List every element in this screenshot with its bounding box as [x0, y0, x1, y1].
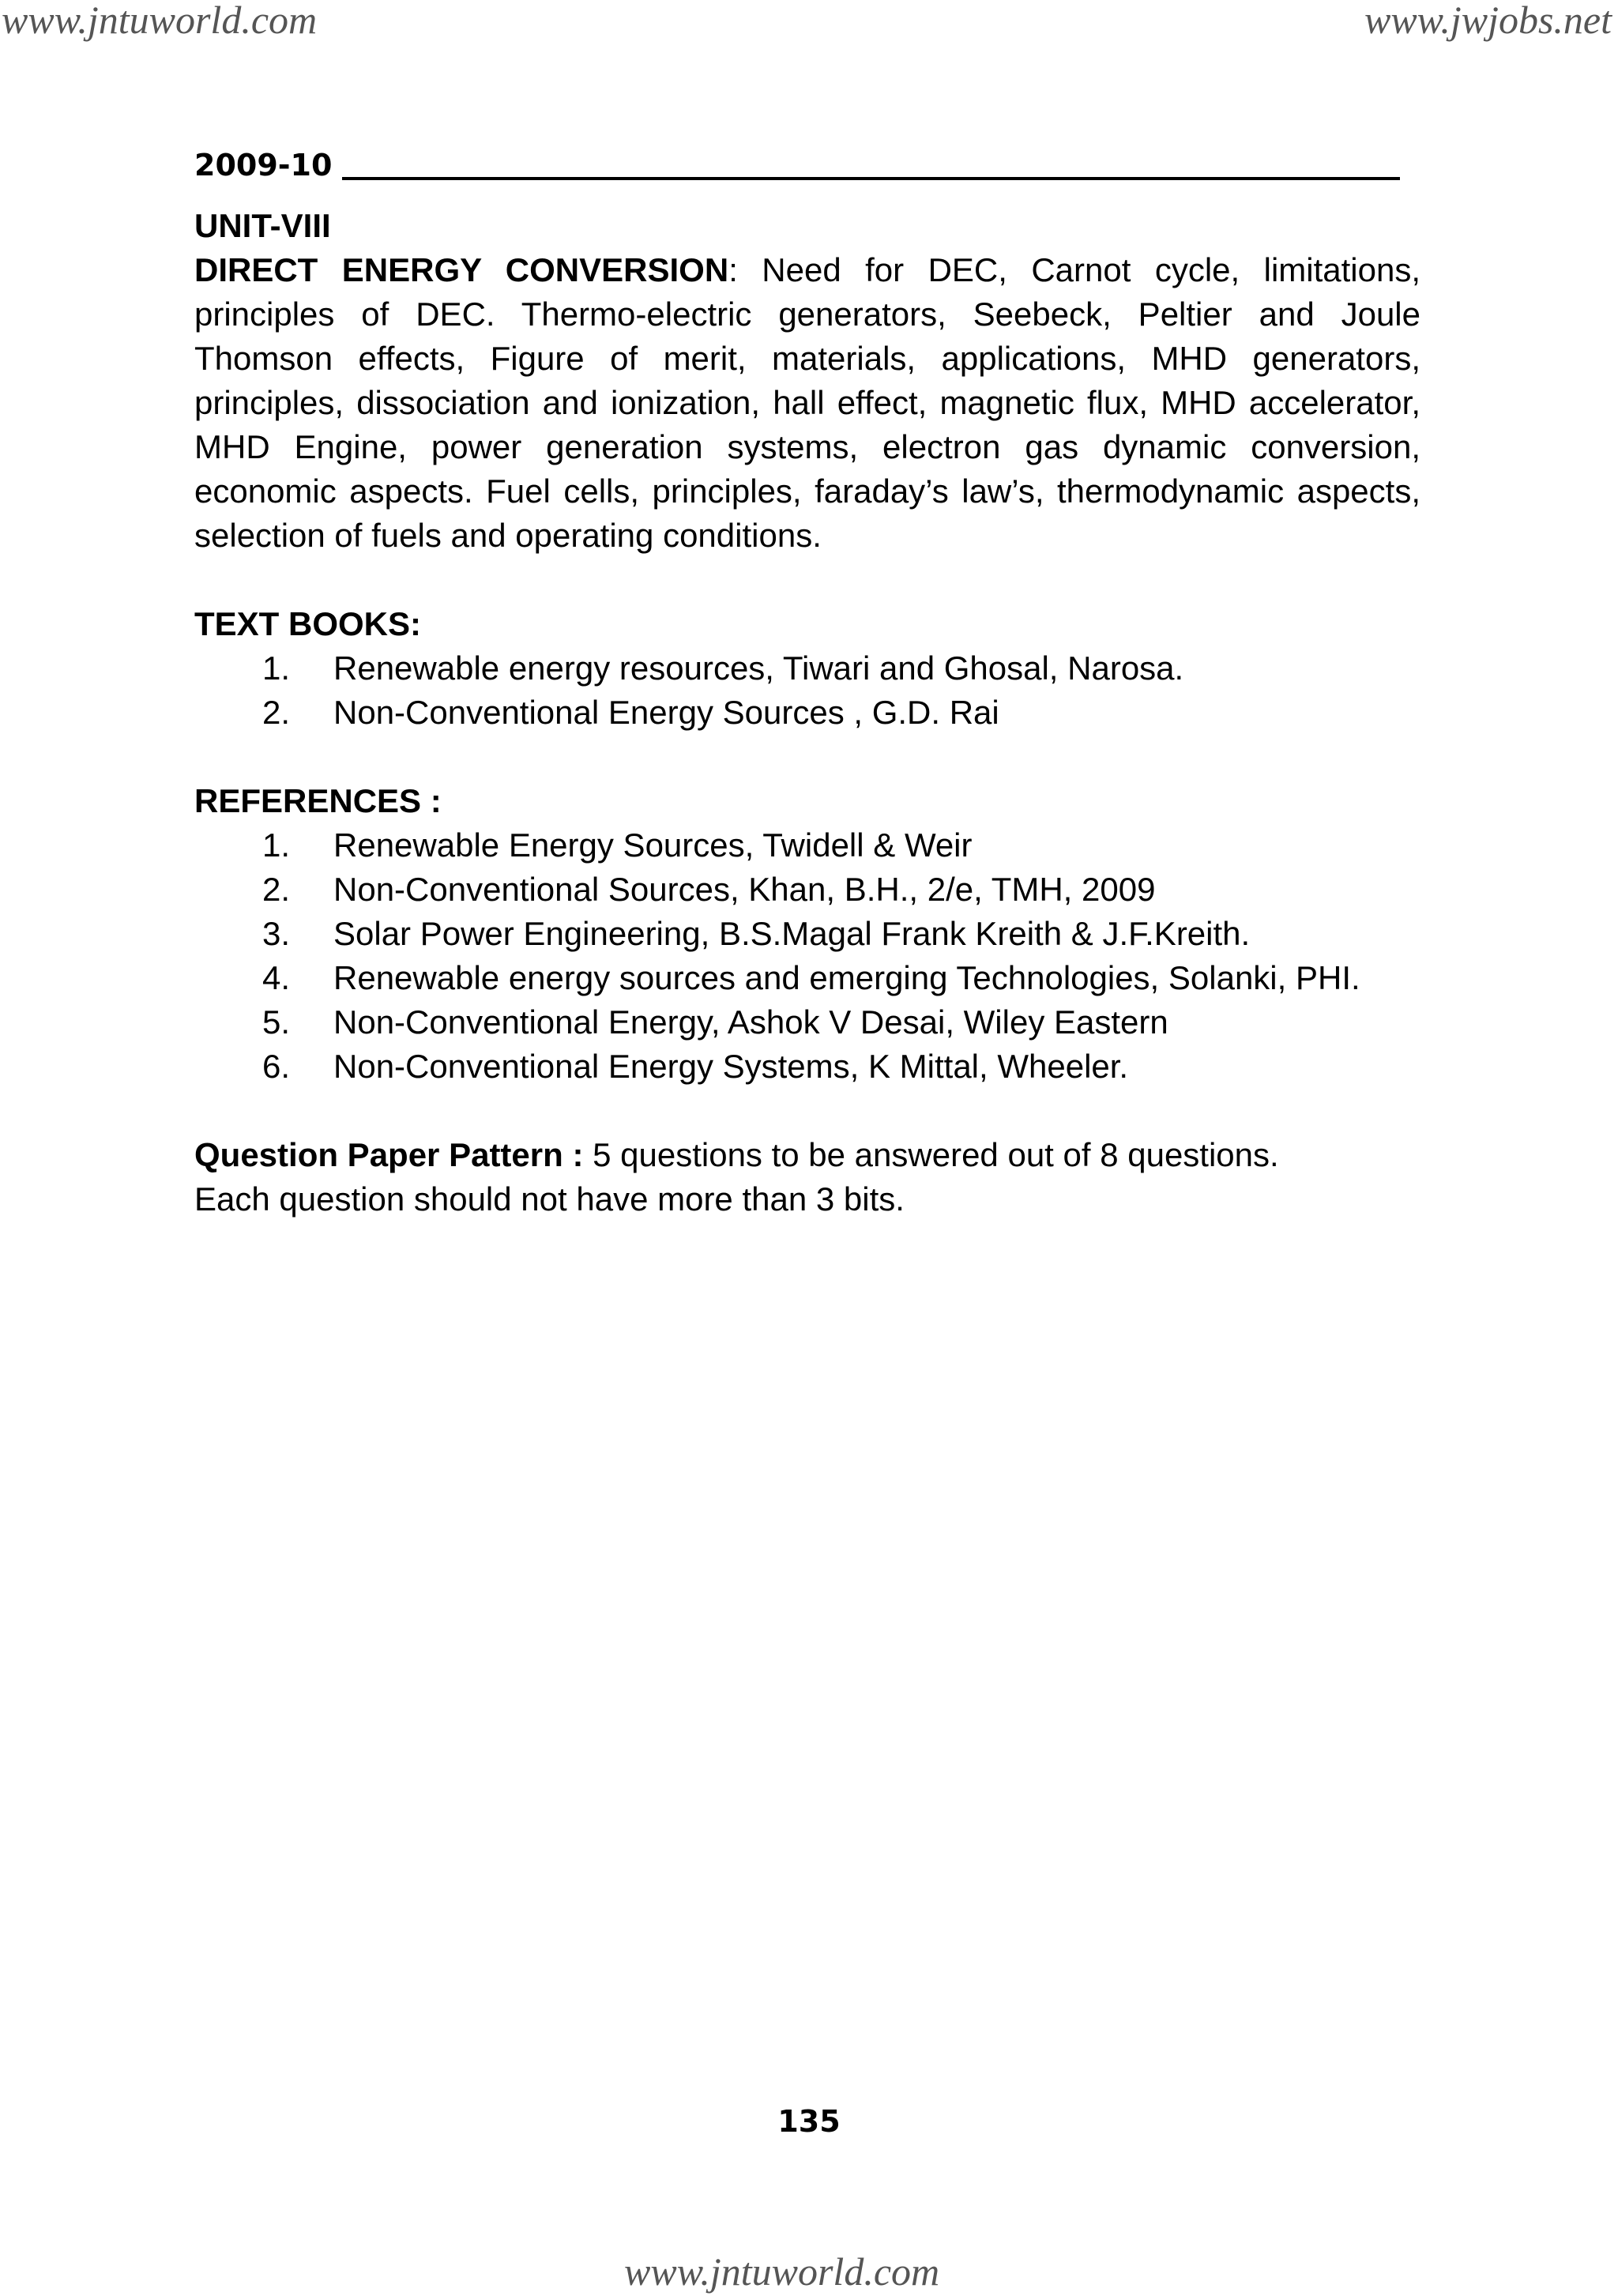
unit-topic-heading: DIRECT ENERGY CONVERSION — [194, 251, 729, 288]
list-item-number: 5. — [262, 1003, 291, 1041]
question-pattern — [194, 1133, 1332, 1221]
spacer — [194, 558, 1420, 602]
list-item-text: Non-Conventional Sources, Khan, B.H., 2/e, TMH, 2009 — [333, 871, 1156, 908]
references-list — [194, 823, 1420, 1089]
watermark-top-right: www.jwjobs.net — [1364, 0, 1612, 42]
list-item — [194, 646, 1420, 691]
list-item — [194, 868, 1420, 912]
syllabus-content — [194, 204, 1420, 1221]
text-books-list — [194, 646, 1420, 735]
list-item-number: 4. — [262, 959, 291, 996]
page-number: 135 — [777, 2104, 841, 2139]
question-pattern-text: 5 questions to be answered out of 8 questions. Each question should not have more than 3 bits. — [194, 1136, 1279, 1218]
unit-description — [194, 248, 1420, 558]
list-item-text: Renewable energy sources and emerging Technologies, Solanki, PHI. — [333, 959, 1360, 996]
year-heading: 2009-10 — [194, 148, 333, 183]
list-item — [194, 691, 1420, 735]
unit-topic-body: : Need for DEC, Carnot cycle, limitations, principles of DEC. Thermo-electric generators, Seebeck, Peltier and Joule Thomson effects, Figure of merit, materials, applications, MHD generators, principles, dissociation and ionization, hall effect, magnetic flux, MHD accelerator, MHD Engine, power generation systems, electron gas dynamic conversion, economic aspects. Fuel cells, principles, faraday’s law’s, thermodynamic aspects, selection of fuels and operating conditions. — [194, 251, 1421, 554]
text-books-heading: TEXT BOOKS: — [194, 605, 422, 642]
list-item-text: Renewable energy resources, Tiwari and Ghosal, Narosa. — [333, 649, 1184, 687]
list-item — [194, 823, 1420, 868]
list-item — [194, 912, 1420, 956]
spacer — [194, 735, 1420, 779]
watermark-bottom: www.jntuworld.com — [624, 2249, 940, 2294]
list-item-number: 1. — [262, 649, 291, 687]
list-item-number: 6. — [262, 1048, 291, 1085]
unit-title: UNIT-VIII — [194, 207, 331, 244]
list-item-text: Solar Power Engineering, B.S.Magal Frank Kreith & J.F.Kreith. — [333, 915, 1251, 952]
list-item-number: 2. — [262, 694, 291, 731]
list-item — [194, 956, 1420, 1000]
heading-underline — [342, 177, 1400, 180]
list-item-text: Renewable Energy Sources, Twidell & Weir — [333, 826, 973, 864]
list-item — [194, 1000, 1420, 1044]
list-item — [194, 1044, 1420, 1089]
list-item-number: 3. — [262, 915, 291, 952]
year-heading-row — [194, 145, 1403, 185]
list-item-text: Non-Conventional Energy, Ashok V Desai, Wiley Eastern — [333, 1003, 1168, 1041]
list-item-text: Non-Conventional Energy Sources , G.D. Rai — [333, 694, 999, 731]
list-item-text: Non-Conventional Energy Systems, K Mittal, Wheeler. — [333, 1048, 1129, 1085]
question-pattern-label: Question Paper Pattern : — [194, 1136, 584, 1173]
list-item-number: 2. — [262, 871, 291, 908]
watermark-top-left: www.jntuworld.com — [2, 0, 318, 42]
list-item-number: 1. — [262, 826, 291, 864]
references-heading: REFERENCES : — [194, 782, 442, 819]
spacer — [194, 1089, 1420, 1133]
